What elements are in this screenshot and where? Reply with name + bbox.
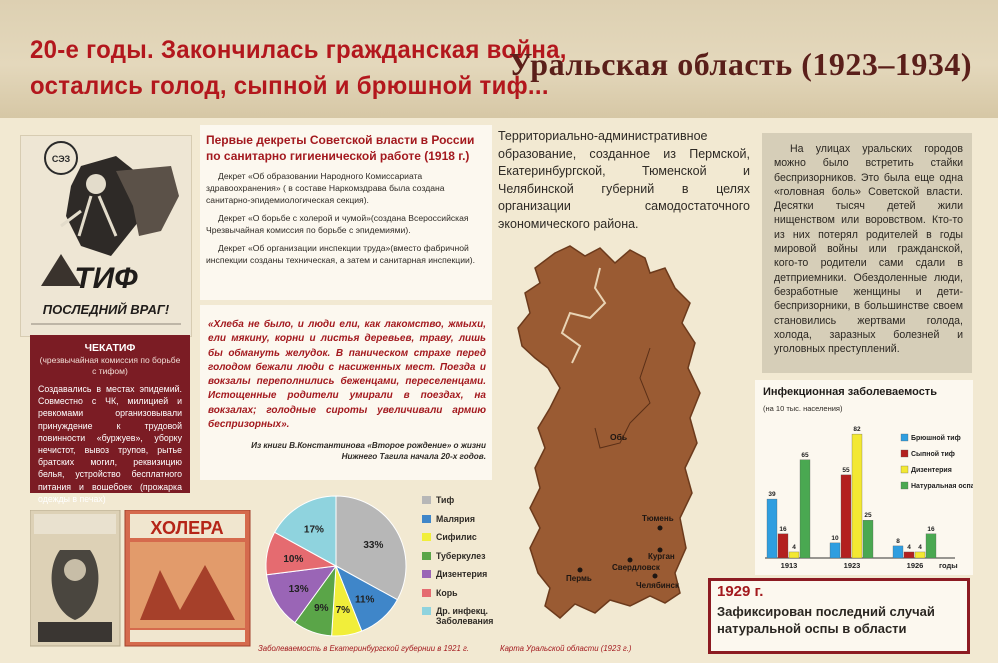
bar-value-label: 10 (831, 534, 839, 542)
smallpox-1929-box (708, 578, 970, 654)
poster-subtitle-text: ПОСЛЕДНИЙ ВРАГ! (42, 302, 170, 317)
pie-legend-item (422, 606, 502, 625)
pie-legend-swatch (422, 589, 431, 597)
bar (778, 534, 788, 558)
pie-slice-label: 10% (283, 553, 304, 565)
header-left-title (30, 32, 567, 104)
bar-legend-label: Натуральная оспа (911, 483, 973, 490)
bar-category-label: 1913 (780, 561, 798, 570)
map-caption: Карта Уральской области (1923 г.) (500, 644, 632, 653)
poster-corner-text: СЭЗ (51, 154, 71, 164)
bar-value-label: 4 (918, 543, 922, 551)
bar-value-label: 16 (779, 525, 787, 533)
poster-title-text: ТИФ (74, 262, 138, 295)
decrees-heading: Первые декреты Советской власти в России по санитарно гигиенической работе (1918 г.) (206, 133, 475, 163)
header-banner (0, 0, 998, 118)
street-children-box (762, 133, 972, 373)
pie-legend-item (422, 551, 502, 570)
pie-legend-swatch (422, 533, 431, 541)
territory-text: Территориально-административное образование, созданное из Пермской, Екатеринбургской, Тюменской и Челябинской губерний в целях организации самодостаточного экономического района. (498, 129, 750, 231)
ural-region-map (500, 228, 710, 648)
chekatif-body: Создавались в местах эпидемий. Совместно с ЧК, милицией и ревкомами организовывали принуждение к трудовой повинности «буржуев», уборку нечистот, вывоз трупов, рытье братских могил, реквизицию белья, устройство бесплатного питания и вошебоек (прожарка одежды в печах) (38, 384, 182, 504)
map-label-tyumen: Тюмень (642, 514, 674, 523)
bottom-posters (30, 510, 252, 650)
header-right-title: Уральская область (1923–1934) (508, 46, 972, 82)
pie-legend-swatch (422, 515, 431, 523)
map-label-chelyabinsk: Челябинск (636, 581, 679, 590)
chekatif-subtitle: (чрезвычайная комиссия по борьбе с тифом) (39, 355, 181, 376)
map-dot-chelyabinsk (653, 574, 658, 579)
bar-legend-label: Дизентерия (911, 467, 952, 474)
bar (852, 434, 862, 558)
pie-caption: Заболеваемость в Екатеринбургской губернии в 1921 г. (258, 644, 469, 653)
pie-slice-label: 9% (314, 602, 329, 614)
bar (904, 552, 914, 558)
bar (830, 543, 840, 558)
bar-value-label: 65 (801, 451, 809, 459)
bar-legend-swatch (901, 434, 908, 441)
pie-legend-label: Дизентерия (436, 569, 488, 579)
disease-pie-chart (258, 492, 416, 640)
decree-item: Декрет «Об организации инспекции труда»(вместо фабричной инспекции созданы техническая, а затем и санитарная инспекции). (206, 243, 476, 265)
map-label-perm: Пермь (566, 574, 592, 583)
pie-slice-label: 17% (303, 524, 324, 536)
pie-legend-swatch (422, 607, 431, 615)
pie-slice-label: 11% (354, 594, 375, 606)
bar-chart-title: Инфекционная заболеваемость (763, 386, 937, 398)
pie-legend-swatch (422, 570, 431, 578)
decree-item: Декрет «О борьбе с холерой и чумой»(создана Всероссийская Чрезвычайная комиссия по борьбе с эпидемиями). (206, 213, 469, 235)
bar (863, 520, 873, 558)
pie-legend-label: Тиф (436, 495, 455, 505)
pie-legend-label: Туберкулез (436, 550, 486, 561)
bar-value-label: 39 (768, 491, 776, 499)
pie-legend (422, 495, 502, 625)
bar-value-label: 16 (927, 525, 935, 533)
bar (789, 552, 799, 558)
quote-panel (200, 305, 492, 480)
map-label-ob: Обь (610, 432, 628, 442)
bar-value-label: 25 (864, 512, 872, 520)
pie-legend-label: Др. инфекц. Заболевания (436, 606, 494, 626)
bar-value-label: 55 (842, 466, 850, 474)
pie-slice-label: 7% (335, 604, 351, 616)
map-dot-tyumen (658, 526, 663, 531)
header-line-1: 20-е годы. Закончилась гражданская война, (30, 36, 567, 64)
bar (841, 475, 851, 558)
bar (767, 499, 777, 558)
map-label-kurgan: Курган (648, 552, 675, 561)
bar-value-label: 8 (896, 537, 900, 545)
incidence-bar-chart (755, 380, 973, 575)
chekatif-box (30, 335, 190, 504)
bar (926, 534, 936, 558)
pie-legend-item (422, 569, 502, 588)
bar-chart-subtitle: (на 10 тыс. населения) (763, 404, 843, 413)
incidence-chart-panel (755, 380, 973, 575)
bar-x-axis-label: годы (939, 561, 958, 570)
pie-legend-label: Малярия (436, 513, 475, 524)
pie-legend-swatch (422, 552, 431, 560)
chekatif-title: ЧЕКАТИФ (84, 342, 136, 354)
cholera-poster-title: ХОЛЕРА (150, 518, 224, 538)
bar-category-label: 1923 (843, 561, 861, 570)
bar-legend-label: Сыпной тиф (911, 451, 955, 458)
bar-value-label: 82 (853, 426, 861, 434)
smallpox-year: 1929 г. (717, 583, 764, 600)
pie-legend-item (422, 532, 502, 551)
map-dot-perm (578, 568, 583, 573)
map-dot-sverdlovsk (628, 558, 633, 563)
street-children-text: На улицах уральских городов можно было встретить стайки беспризорников. Это была еще одна «головная боль» Советской власти. Десятки тысяч детей жили нищенством или воровством. Кто-то из них потерял родителей в годы мировой войны или гражданской, кого-то родители сами сдали в детприемники. Обездоленные люди, безработные женщины и дети-беспризорники, в большинстве своем становились жертвами голода, холода, заразных болезней и уголовных преступлений. (774, 143, 963, 356)
bar-category-label: 1926 (906, 561, 924, 570)
pie-legend-item (422, 588, 502, 607)
pie-slice-label: 13% (288, 584, 309, 596)
pie-legend-label: Корь (436, 587, 458, 598)
smallpox-text: Зафиксирован последний случай натуральной оспы в области (717, 604, 935, 636)
quote-source: Из книги В.Константинова «Второе рождение» о жизни Нижнего Тагила начала 20-х годов. (251, 441, 486, 462)
quote-text: «Хлеба не было, и люди ели, как лакомство, жмыхи, ели мякину, корни и листья деревьев, траву, лишь бы обмануть желудок. В паническом страхе перед голодом бежали люди с насиженных мест. Поезда и вокзалы переполнились беженцами, переселенцами. Истощенные родители умирали в поездах, на вокзалах; голодные сироты увеличивали армию беспризорных». (208, 319, 486, 431)
typhus-poster-art (21, 136, 191, 336)
pie-legend-label: Сифилис (436, 532, 477, 542)
pie-legend-swatch (422, 496, 431, 504)
pie-legend-item (422, 495, 502, 514)
bar-value-label: 4 (907, 543, 911, 551)
pie-legend-item (422, 514, 502, 533)
bar (800, 460, 810, 558)
header-line-2: остались голод, сыпной и брюшной тиф... (30, 72, 549, 100)
typhus-poster (20, 135, 192, 337)
decree-item: Декрет «Об образовании Народного Комиссариата здравоохранения» ( в составе Наркомздрава была создана санитарно-эпидемиологическая секция). (206, 171, 445, 205)
bar-legend-swatch (901, 482, 908, 489)
map-label-sverdlovsk: Свердловск (612, 563, 660, 572)
bar-legend-swatch (901, 466, 908, 473)
bar (893, 546, 903, 558)
bar (915, 552, 925, 558)
decrees-panel (200, 125, 492, 300)
bar-legend-label: Брюшной тиф (911, 435, 961, 442)
bar-legend-swatch (901, 450, 908, 457)
bar-value-label: 4 (792, 543, 796, 551)
pie-slice-label: 33% (363, 539, 384, 551)
